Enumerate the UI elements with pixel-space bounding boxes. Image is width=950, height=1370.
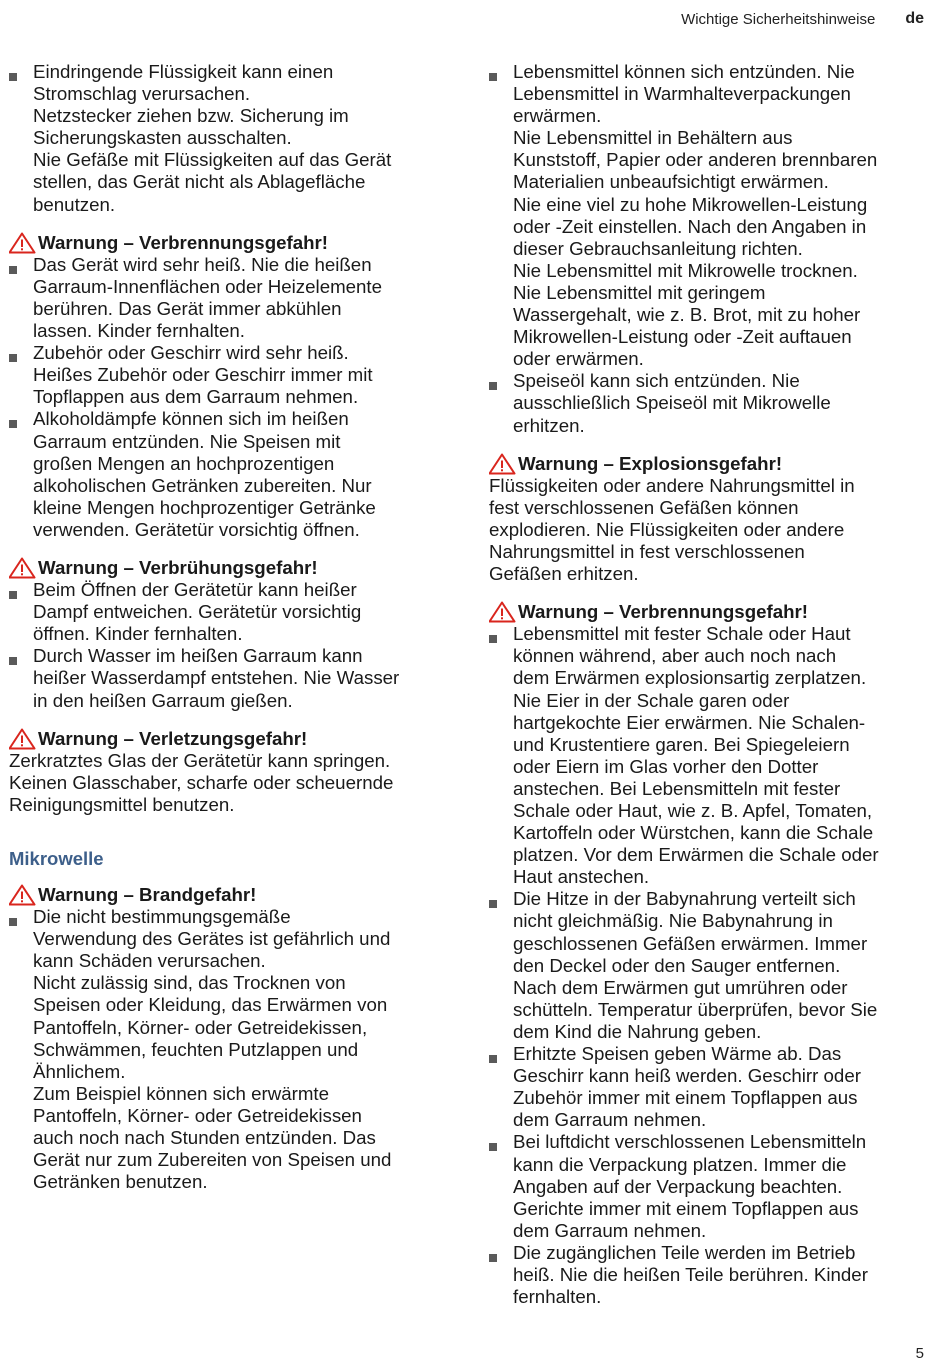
text-line: Gerichte immer mit einem Topflappen aus bbox=[513, 1197, 859, 1219]
text-line: Kartoffeln oder Würstchen, kann die Schale bbox=[513, 822, 874, 844]
burn-warning-list bbox=[9, 254, 449, 541]
text-line: kleine Mengen hochprozentiger Getränke bbox=[33, 496, 376, 518]
list-item bbox=[9, 645, 449, 711]
fire-warning-list bbox=[9, 906, 449, 1193]
text-line: Topflappen aus dem Garraum nehmen. bbox=[33, 386, 359, 408]
text-line: lassen. Kinder fernhalten. bbox=[33, 320, 245, 342]
warning-triangle-icon bbox=[9, 232, 38, 254]
text-line: Gerät nur zum Zubereiten von Speisen und bbox=[33, 1149, 392, 1171]
right-column bbox=[489, 61, 929, 1308]
text-line: Kunststoff, Papier oder anderen brennbaren bbox=[513, 149, 878, 171]
text-line: Netzstecker ziehen bzw. Sicherung im bbox=[33, 105, 349, 127]
text-line: Verwendung des Gerätes ist gefährlich und bbox=[33, 928, 391, 950]
text-line: Heißes Zubehör oder Geschirr immer mit bbox=[33, 364, 373, 386]
list-item bbox=[9, 906, 449, 1193]
text-line: erwärmen. bbox=[513, 105, 602, 127]
text-line: Nie Lebensmittel in Behältern aus bbox=[513, 127, 793, 149]
text-line: Die nicht bestimmungsgemäße bbox=[33, 906, 291, 928]
list-item bbox=[489, 370, 929, 436]
warning-triangle-icon bbox=[9, 884, 38, 906]
text-line: Pantoffeln, Körner- oder Getreidekissen, bbox=[33, 1016, 368, 1038]
left-column bbox=[9, 61, 449, 1193]
text-line: Ähnlichem. bbox=[33, 1060, 126, 1082]
page-header bbox=[681, 10, 924, 28]
text-line: heiß. Nie die heißen Teile berühren. Kinder bbox=[513, 1263, 868, 1285]
warning-title: Warnung – Verbrühungsgefahr! bbox=[38, 556, 318, 578]
text-line: alkoholischen Getränken zubereiten. Nur bbox=[33, 474, 372, 496]
text-line: oder Eiern im Glas vorher den Dotter bbox=[513, 755, 819, 777]
text-line: oder erwärmen. bbox=[513, 348, 644, 370]
text-line: kann Schäden verursachen. bbox=[33, 950, 266, 972]
intro-list bbox=[9, 61, 449, 216]
text-line: Keinen Glasschaber, scharfe oder scheuernde bbox=[9, 771, 394, 793]
injury-warning-text bbox=[9, 750, 449, 816]
warning-triangle-icon bbox=[489, 453, 518, 475]
text-line: verwenden. Gerätetür vorsichtig öffnen. bbox=[33, 518, 360, 540]
text-line: Garraum-Innenflächen oder Heizelemente bbox=[33, 275, 383, 297]
text-line: Materialien unbeaufsichtigt erwärmen. bbox=[513, 171, 829, 193]
burn-warning-list-2 bbox=[489, 623, 929, 1308]
text-line: Zubehör immer mit einem Topflappen aus bbox=[513, 1087, 858, 1109]
warning-heading-burn-2 bbox=[489, 601, 929, 623]
text-line: dem Garraum nehmen. bbox=[513, 1109, 707, 1131]
text-line: Reinigungsmittel benutzen. bbox=[9, 793, 235, 815]
text-line: Lebensmittel können sich entzünden. Nie bbox=[513, 61, 855, 82]
text-line: fest verschlossenen Gefäßen können bbox=[489, 496, 799, 518]
text-line: den Deckel oder den Sauger entfernen. bbox=[513, 954, 841, 976]
text-line: Lebensmittel in Warmhalteverpackungen bbox=[513, 83, 851, 105]
text-line: dem Erwärmen explosionsartig zerplatzen. bbox=[513, 667, 867, 689]
text-line: dem Garraum nehmen. bbox=[513, 1219, 707, 1241]
text-line: Garraum entzünden. Nie Speisen mit bbox=[33, 430, 341, 452]
list-item bbox=[9, 254, 449, 342]
explosion-warning-text bbox=[489, 475, 929, 585]
list-item bbox=[489, 888, 929, 1043]
text-line: Angaben auf der Verpackung beachten. bbox=[513, 1175, 843, 1197]
text-line: Beim Öffnen der Gerätetür kann heißer bbox=[33, 579, 357, 601]
text-line: hartgekochte Eier erwärmen. Nie Schalen- bbox=[513, 711, 866, 733]
text-line: Haut anstechen. bbox=[513, 866, 650, 888]
warning-title: Warnung – Verletzungsgefahr! bbox=[38, 727, 308, 749]
text-line: Lebensmittel mit fester Schale oder Haut bbox=[513, 623, 851, 645]
text-line: berühren. Das Gerät immer abkühlen bbox=[33, 297, 342, 319]
text-line: ausschließlich Speiseöl mit Mikrowelle bbox=[513, 392, 831, 414]
language-code: de bbox=[905, 10, 924, 27]
text-line: benutzen. bbox=[33, 193, 116, 215]
warning-triangle-icon bbox=[489, 601, 518, 623]
text-line: Bei luftdicht verschlossenen Lebensmitteln bbox=[513, 1131, 867, 1153]
text-line: Nahrungsmittel in fest verschlossenen bbox=[489, 540, 805, 562]
text-line: können während, aber auch noch nach bbox=[513, 645, 837, 667]
text-line: Zum Beispiel können sich erwärmte bbox=[33, 1082, 330, 1104]
list-item bbox=[489, 61, 929, 370]
text-line: und Krustentiere garen. Bei Spiegeleiern bbox=[513, 733, 850, 755]
text-line: Wassergehalt, wie z. B. Brot, mit zu hoher bbox=[513, 304, 861, 326]
text-line: erhitzen. bbox=[513, 414, 585, 436]
list-item bbox=[489, 1242, 929, 1308]
warning-heading-injury bbox=[9, 728, 449, 750]
text-line: Nie Eier in der Schale garen oder bbox=[513, 689, 790, 711]
text-line: Schwämmen, feuchten Putzlappen und bbox=[33, 1038, 359, 1060]
text-line: heißer Wasserdampf entstehen. Nie Wasser bbox=[33, 667, 400, 689]
text-line: dem Kind die Nahrung geben. bbox=[513, 1020, 762, 1042]
text-line: Das Gerät wird sehr heiß. Nie die heißen bbox=[33, 253, 372, 275]
section-heading: Mikrowelle bbox=[9, 848, 104, 869]
text-line: Getränken benutzen. bbox=[33, 1171, 208, 1193]
text-line: Durch Wasser im heißen Garraum kann bbox=[33, 645, 363, 667]
text-line: Zerkratztes Glas der Gerätetür kann springen. bbox=[9, 749, 391, 771]
text-line: fernhalten. bbox=[513, 1286, 602, 1308]
list-item bbox=[9, 408, 449, 541]
text-line: Nie Gefäße mit Flüssigkeiten auf das Gerät bbox=[33, 149, 392, 171]
text-line: Alkoholdämpfe können sich im heißen bbox=[33, 408, 349, 430]
text-line: Nie Lebensmittel mit geringem bbox=[513, 281, 766, 303]
food-fire-list bbox=[489, 61, 929, 437]
warning-title: Warnung – Explosionsgefahr! bbox=[518, 452, 783, 474]
text-line: Zubehör oder Geschirr wird sehr heiß. bbox=[33, 342, 349, 364]
text-line: explodieren. Nie Flüssigkeiten oder andere bbox=[489, 518, 845, 540]
header-title: Wichtige Sicherheitshinweise bbox=[681, 10, 876, 28]
text-line: Schale oder Haut, wie z. B. Apfel, Tomaten, bbox=[513, 800, 873, 821]
warning-title: Warnung – Brandgefahr! bbox=[38, 884, 257, 905]
text-line: dieser Gebrauchsanleitung richten. bbox=[513, 237, 803, 259]
text-line: Die Hitze in der Babynahrung verteilt sich bbox=[513, 888, 856, 910]
warning-title: Warnung – Verbrennungsgefahr! bbox=[38, 231, 329, 253]
list-item bbox=[9, 342, 449, 408]
text-line: Sicherungskasten ausschalten. bbox=[33, 127, 292, 149]
warning-heading-explosion bbox=[489, 453, 929, 475]
text-line: Speisen oder Kleidung, das Erwärmen von bbox=[33, 994, 388, 1016]
text-line: Speiseöl kann sich entzünden. Nie bbox=[513, 370, 800, 392]
text-line: öffnen. Kinder fernhalten. bbox=[33, 623, 243, 645]
text-line: Nach dem Erwärmen gut umrühren oder bbox=[513, 976, 848, 998]
text-line: platzen. Vor dem Erwärmen die Schale oder bbox=[513, 844, 879, 866]
warning-title: Warnung – Verbrennungsgefahr! bbox=[518, 601, 809, 623]
list-item bbox=[489, 1043, 929, 1131]
text-line: nicht gleichmäßig. Nie Babynahrung in bbox=[513, 910, 833, 932]
text-line: Pantoffeln, Körner- oder Getreidekissen bbox=[33, 1104, 362, 1126]
text-line: Stromschlag verursachen. bbox=[33, 83, 251, 105]
page-number: 5 bbox=[915, 1345, 924, 1362]
list-item bbox=[9, 579, 449, 645]
text-line: Eindringende Flüssigkeit kann einen bbox=[33, 61, 334, 82]
text-line: Gefäßen erhitzen. bbox=[489, 563, 639, 585]
warning-triangle-icon bbox=[9, 557, 38, 579]
text-line: stellen, das Gerät nicht als Ablagefläche bbox=[33, 171, 366, 193]
text-line: in den heißen Garraum gießen. bbox=[33, 689, 293, 711]
warning-heading-fire bbox=[9, 884, 449, 906]
warning-heading-scald bbox=[9, 557, 449, 579]
text-line: Geschirr kann heiß werden. Geschirr oder bbox=[513, 1065, 861, 1087]
text-line: Erhitzte Speisen geben Wärme ab. Das bbox=[513, 1043, 842, 1065]
text-line: kann die Verpackung platzen. Immer die bbox=[513, 1153, 847, 1175]
warning-heading-burn bbox=[9, 232, 449, 254]
scald-warning-list bbox=[9, 579, 449, 712]
text-line: Mikrowellen-Leistung oder -Zeit auftauen bbox=[513, 326, 852, 348]
text-line: Dampf entweichen. Gerätetür vorsichtig bbox=[33, 601, 362, 623]
text-line: schütteln. Temperatur überprüfen, bevor Sie bbox=[513, 998, 878, 1020]
text-line: Nicht zulässig sind, das Trocknen von bbox=[33, 972, 346, 994]
text-line: Nie eine viel zu hohe Mikrowellen-Leistung bbox=[513, 193, 868, 215]
list-item bbox=[489, 1131, 929, 1241]
text-line: anstechen. Bei Lebensmitteln mit fester bbox=[513, 777, 841, 799]
text-line: Flüssigkeiten oder andere Nahrungsmittel in bbox=[489, 474, 855, 496]
text-line: geschlossenen Gefäßen erwärmen. Immer bbox=[513, 932, 868, 954]
warning-triangle-icon bbox=[9, 728, 38, 750]
text-line: oder -Zeit einstellen. Nach den Angaben in bbox=[513, 215, 867, 237]
text-line: auch noch nach Stunden entzünden. Das bbox=[33, 1127, 376, 1149]
list-item bbox=[489, 623, 929, 888]
list-item bbox=[9, 61, 449, 216]
text-line: Die zugänglichen Teile werden im Betrieb bbox=[513, 1241, 856, 1263]
text-line: Nie Lebensmittel mit Mikrowelle trocknen. bbox=[513, 259, 858, 281]
text-line: großen Mengen an hochprozentigen bbox=[33, 452, 335, 474]
